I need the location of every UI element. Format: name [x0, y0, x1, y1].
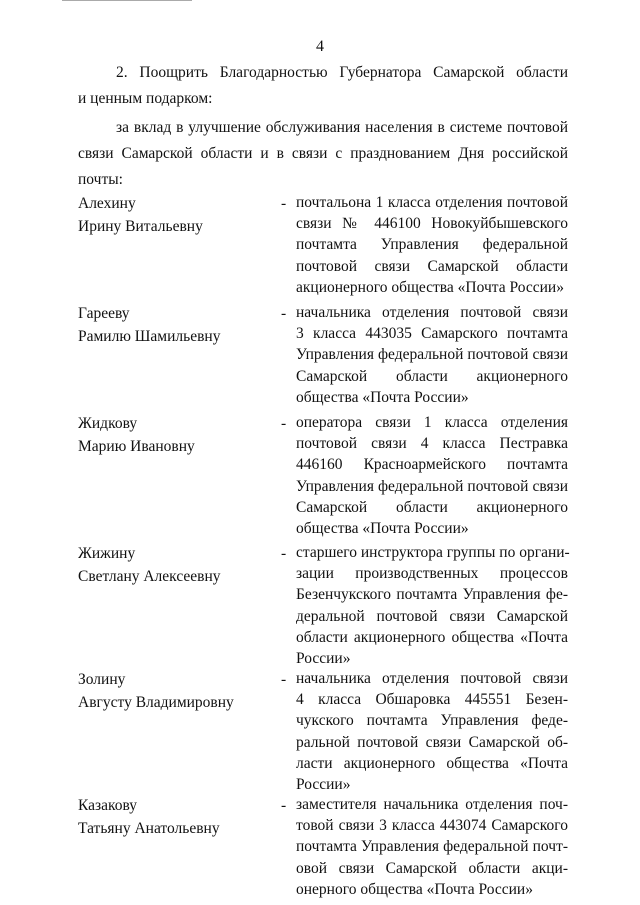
position-line: 3 класса 443035 Самарского почтамта — [296, 325, 568, 343]
position-line: России» — [296, 776, 351, 794]
recipient-given-names: Рамилю Шамильевну — [78, 328, 221, 345]
position-line: начальника отделения почтовой связи — [296, 670, 568, 687]
recipient-name — [78, 794, 268, 840]
entry-dash: - — [281, 195, 287, 212]
recipient-position — [296, 192, 568, 298]
position-line: Самарской области акционерного — [296, 367, 568, 385]
position-line: старшего инструктора группы по органи- — [296, 544, 570, 561]
position-line: оператора связи 1 класса отделения — [296, 414, 568, 431]
reason-line: почты: — [78, 171, 123, 188]
entry-dash: - — [281, 305, 287, 322]
position-line: акционерного общества «Почта России» — [296, 278, 564, 296]
recipient-given-names: Августу Владимировну — [78, 694, 234, 711]
recipient-surname: Жидкову — [78, 415, 138, 432]
position-line: товой связи 3 класса 443074 Самарского — [296, 817, 568, 835]
position-line: 446160 Красноармейского почтамта — [296, 456, 568, 474]
recipient-position — [296, 302, 568, 408]
recipient-name — [78, 542, 268, 588]
recipient-given-names: Ирину Витальевну — [78, 218, 203, 235]
position-line: области акционерного общества «Почта — [296, 628, 568, 646]
recipient-position — [296, 542, 568, 669]
intro-line: 2. Поощрить Благодарностью Губернатора Самарской области — [116, 64, 568, 81]
position-line: почтовой связи Самарской области — [296, 257, 568, 275]
recipient-name — [78, 192, 268, 238]
position-line: почтовой связи 4 класса Пестравка — [296, 435, 568, 453]
position-line: связи № 446100 Новокуйбышевского — [296, 215, 568, 233]
position-line: почтамта Управления федеральной — [296, 236, 568, 254]
position-line: начальника отделения почтовой связи — [296, 304, 568, 321]
position-line: Управления федеральной почтовой связи — [296, 346, 568, 364]
recipient-surname: Золину — [78, 671, 126, 688]
recipient-surname: Казакову — [78, 797, 138, 814]
recipient-surname: Алехину — [78, 195, 136, 212]
intro-paragraph — [78, 60, 568, 112]
position-line: почтальона 1 класса отделения почтовой — [296, 194, 568, 211]
position-line: овой связи Самарской области акци- — [296, 859, 568, 877]
recipient-surname: Жижину — [78, 545, 136, 562]
position-line: 4 класса Обшаровка 445551 Безен- — [296, 691, 568, 709]
position-line: общества «Почта России» — [296, 388, 469, 406]
position-line: общества «Почта России» — [296, 520, 469, 538]
position-line: ласти акционерного общества «Почта — [296, 754, 568, 772]
recipient-position — [296, 412, 568, 539]
page-number: 4 — [316, 38, 324, 55]
position-line: онерного общества «Почта России» — [296, 880, 533, 898]
position-line: деральной почтовой связи Самарской — [296, 607, 568, 625]
position-line: ральной почтовой связи Самарской об- — [296, 733, 568, 751]
reason-paragraph — [78, 115, 568, 193]
intro-line: и ценным подарком: — [78, 90, 213, 107]
recipient-position — [296, 794, 568, 900]
position-line: Безенчукского почтамта Управления фе- — [296, 586, 568, 604]
recipient-surname: Гарееву — [78, 305, 130, 322]
position-line: зации производственных процессов — [296, 565, 568, 583]
reason-line: связи Самарской области и в связи с празднованием Дня российской — [78, 145, 568, 162]
entry-dash: - — [281, 415, 287, 432]
entry-dash: - — [281, 797, 287, 814]
recipient-given-names: Светлану Алексеевну — [78, 568, 221, 585]
recipient-given-names: Марию Ивановну — [78, 438, 195, 455]
entry-dash: - — [281, 545, 287, 562]
scan-edge-line — [62, 0, 192, 1]
recipient-name — [78, 302, 268, 348]
position-line: России» — [296, 650, 351, 668]
recipient-name — [78, 668, 268, 714]
recipient-position — [296, 668, 568, 795]
position-line: Самарской области акционерного — [296, 498, 568, 516]
position-line: заместителя начальника отделения поч- — [296, 796, 568, 813]
entry-dash: - — [281, 671, 287, 688]
position-line: Управления федеральной почтовой связи — [296, 477, 568, 495]
position-line: почтамта Управления федеральной почт- — [296, 838, 568, 856]
recipient-given-names: Татьяну Анатольевну — [78, 820, 220, 837]
recipient-name — [78, 412, 268, 458]
reason-line: за вклад в улучшение обслуживания населения в системе почтовой — [116, 119, 568, 136]
position-line: чукского почтамта Управления феде- — [296, 712, 568, 730]
